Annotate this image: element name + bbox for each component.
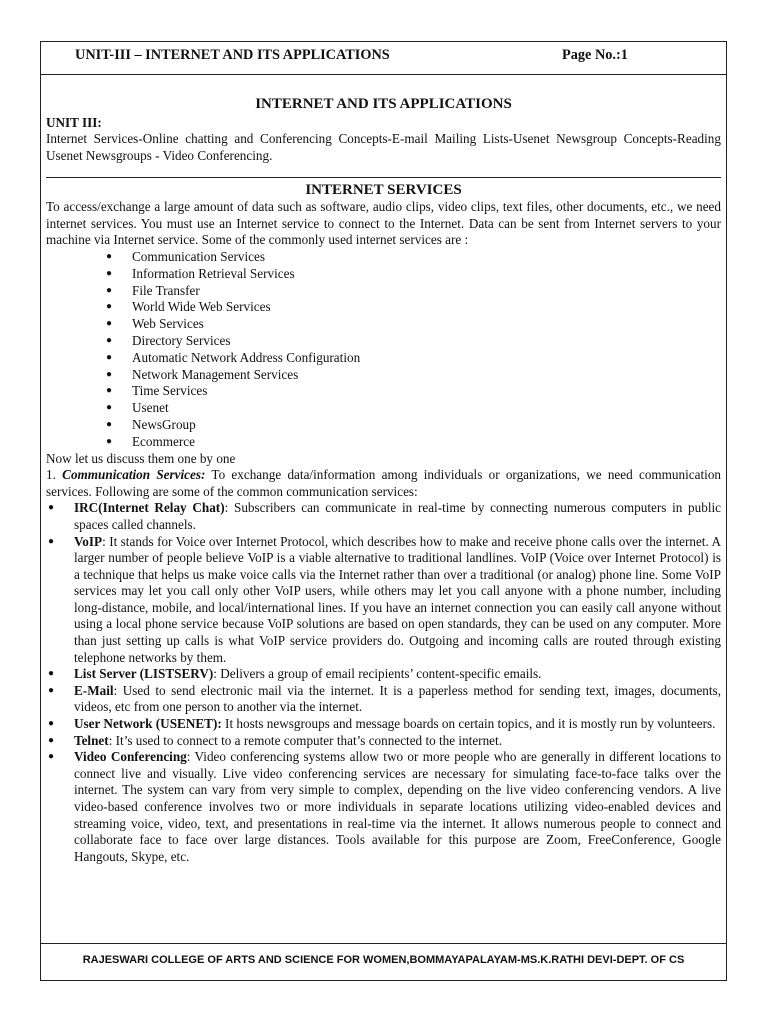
communication-service-item — [46, 733, 721, 750]
page-number: Page No.:1 — [562, 47, 628, 63]
service-list-item: ● Usenet — [46, 400, 721, 417]
service-description: : Used to send electronic mail via the internet. It is a paperless method for sending text, images, documents, videos, etc from one person to another via the internet. — [74, 682, 721, 715]
unit-header-title: UNIT-III – INTERNET AND ITS APPLICATIONS — [75, 47, 390, 63]
page-content — [46, 74, 721, 865]
service-list-item: ● Automatic Network Address Configuration — [46, 350, 721, 367]
service-description: It hosts newsgroups and message boards on certain topics, and it is mostly run by volunteers. — [221, 716, 716, 732]
service-term: Video Conferencing — [74, 749, 187, 765]
service-description: : It stands for Voice over Internet Protocol, which describes how to make and receive phone calls over the internet. A larger number of people believe VoIP is a viable alternative to traditional landlines. VoIP (Voice over Internet Protocol) is a technique that helps us make voice calls via the Internet rather than over a traditional (or analog) phone line. Some VoIP services may let you call only other VoIP users, while others may let you call anyone with a phone number, including long-distance, mobile, and local/international lines. If you have an internet connection you can easily call anyone without using a local phone service because VoIP solutions are based on open standards, they can be used on any computer. More than just setting up calls is what VoIP service providers do. Outgoing and incoming calls are routed through existing telephone networks by them. — [74, 533, 721, 665]
communication-service-item — [46, 749, 721, 865]
section-title: INTERNET SERVICES — [305, 182, 462, 199]
service-term: List Server (LISTSERV) — [74, 666, 214, 682]
communication-service-item — [46, 500, 721, 533]
service-description: : Video conferencing systems allow two or more people who are generally in different locations to connect live and visually. Live video conferencing services are necessary for simulating face-to-face talks over the internet. The system can vary from very simple to complex, depending on the live video conferencing vendors. A live video-based conference involves two or more individuals in separate locations utilizing video-enabled devices and streaming voice, video, text, and presentations in real-time via the internet. It allows numerous people to connect and collaborate face to face over large distances. Tools available for this purpose are Zoom, FreeConference, Google Hangouts, Skype, etc. — [74, 749, 721, 864]
service-list-item: ● Information Retrieval Services — [46, 266, 721, 283]
service-list-item: ● World Wide Web Services — [46, 299, 721, 316]
service-list-item: ● NewsGroup — [46, 417, 721, 434]
service-description: : Delivers a group of email recipients’ content-specific emails. — [213, 666, 542, 682]
service-term: E-Mail — [74, 682, 114, 698]
page-frame — [40, 41, 727, 981]
main-title: INTERNET AND ITS APPLICATIONS — [255, 96, 512, 112]
discuss-line: Now let us discuss them one by one — [46, 450, 236, 466]
communication-service-item — [46, 716, 721, 733]
unit-syllabus: Internet Services-Online chatting and Conferencing Concepts-E-mail Mailing Lists-Usenet Newsgroup Concepts-Reading Usenet Newsgroups - Video Conferencing. — [46, 131, 721, 163]
services-list — [46, 249, 721, 451]
communication-service-item — [46, 666, 721, 683]
footer-text: RAJESWARI COLLEGE OF ARTS AND SCIENCE FOR WOMEN,BOMMAYAPALAYAM-MS.K.RATHI DEVI-DEPT. OF CS — [82, 954, 685, 966]
service-description: : It’s used to connect to a remote computer that’s connected to the internet. — [108, 732, 502, 748]
communication-service-item — [46, 683, 721, 716]
page-header — [41, 42, 726, 75]
comm-number: 1. — [46, 467, 56, 483]
communication-services-list — [46, 500, 721, 865]
service-list-item: ● Communication Services — [46, 249, 721, 266]
service-term: Telnet — [74, 732, 109, 748]
section-intro: To access/exchange a large amount of data such as software, audio clips, video clips, text files, other documents, etc., we need internet services. You must use an Internet service to connect to the Internet. Data can be sent from Internet servers to your machine via Internet service. Some of the commonly used internet services are : — [46, 199, 721, 248]
service-term: VoIP — [74, 533, 103, 549]
page-footer — [41, 943, 726, 980]
service-list-item: ● Network Management Services — [46, 367, 721, 384]
comm-label: Communication Services: — [62, 467, 206, 483]
service-list-item: ● Directory Services — [46, 333, 721, 350]
service-list-item: ● File Transfer — [46, 283, 721, 300]
service-list-item: ● Ecommerce — [46, 434, 721, 451]
service-list-item: ● Time Services — [46, 383, 721, 400]
communication-services-paragraph — [46, 467, 721, 500]
communication-service-item — [46, 534, 721, 667]
service-description: : Subscribers can communicate in real-time by connecting numerous computers in public spaces called channels. — [74, 500, 722, 532]
service-term: IRC(Internet Relay Chat) — [74, 500, 225, 516]
unit-heading: UNIT III: — [46, 115, 102, 130]
service-term: User Network (USENET): — [74, 716, 222, 732]
comm-text: To exchange data/information among individuals or organizations, we need communication services. Following are some of the common communication services: — [46, 467, 722, 499]
service-list-item: ● Web Services — [46, 316, 721, 333]
section-divider — [46, 177, 721, 178]
